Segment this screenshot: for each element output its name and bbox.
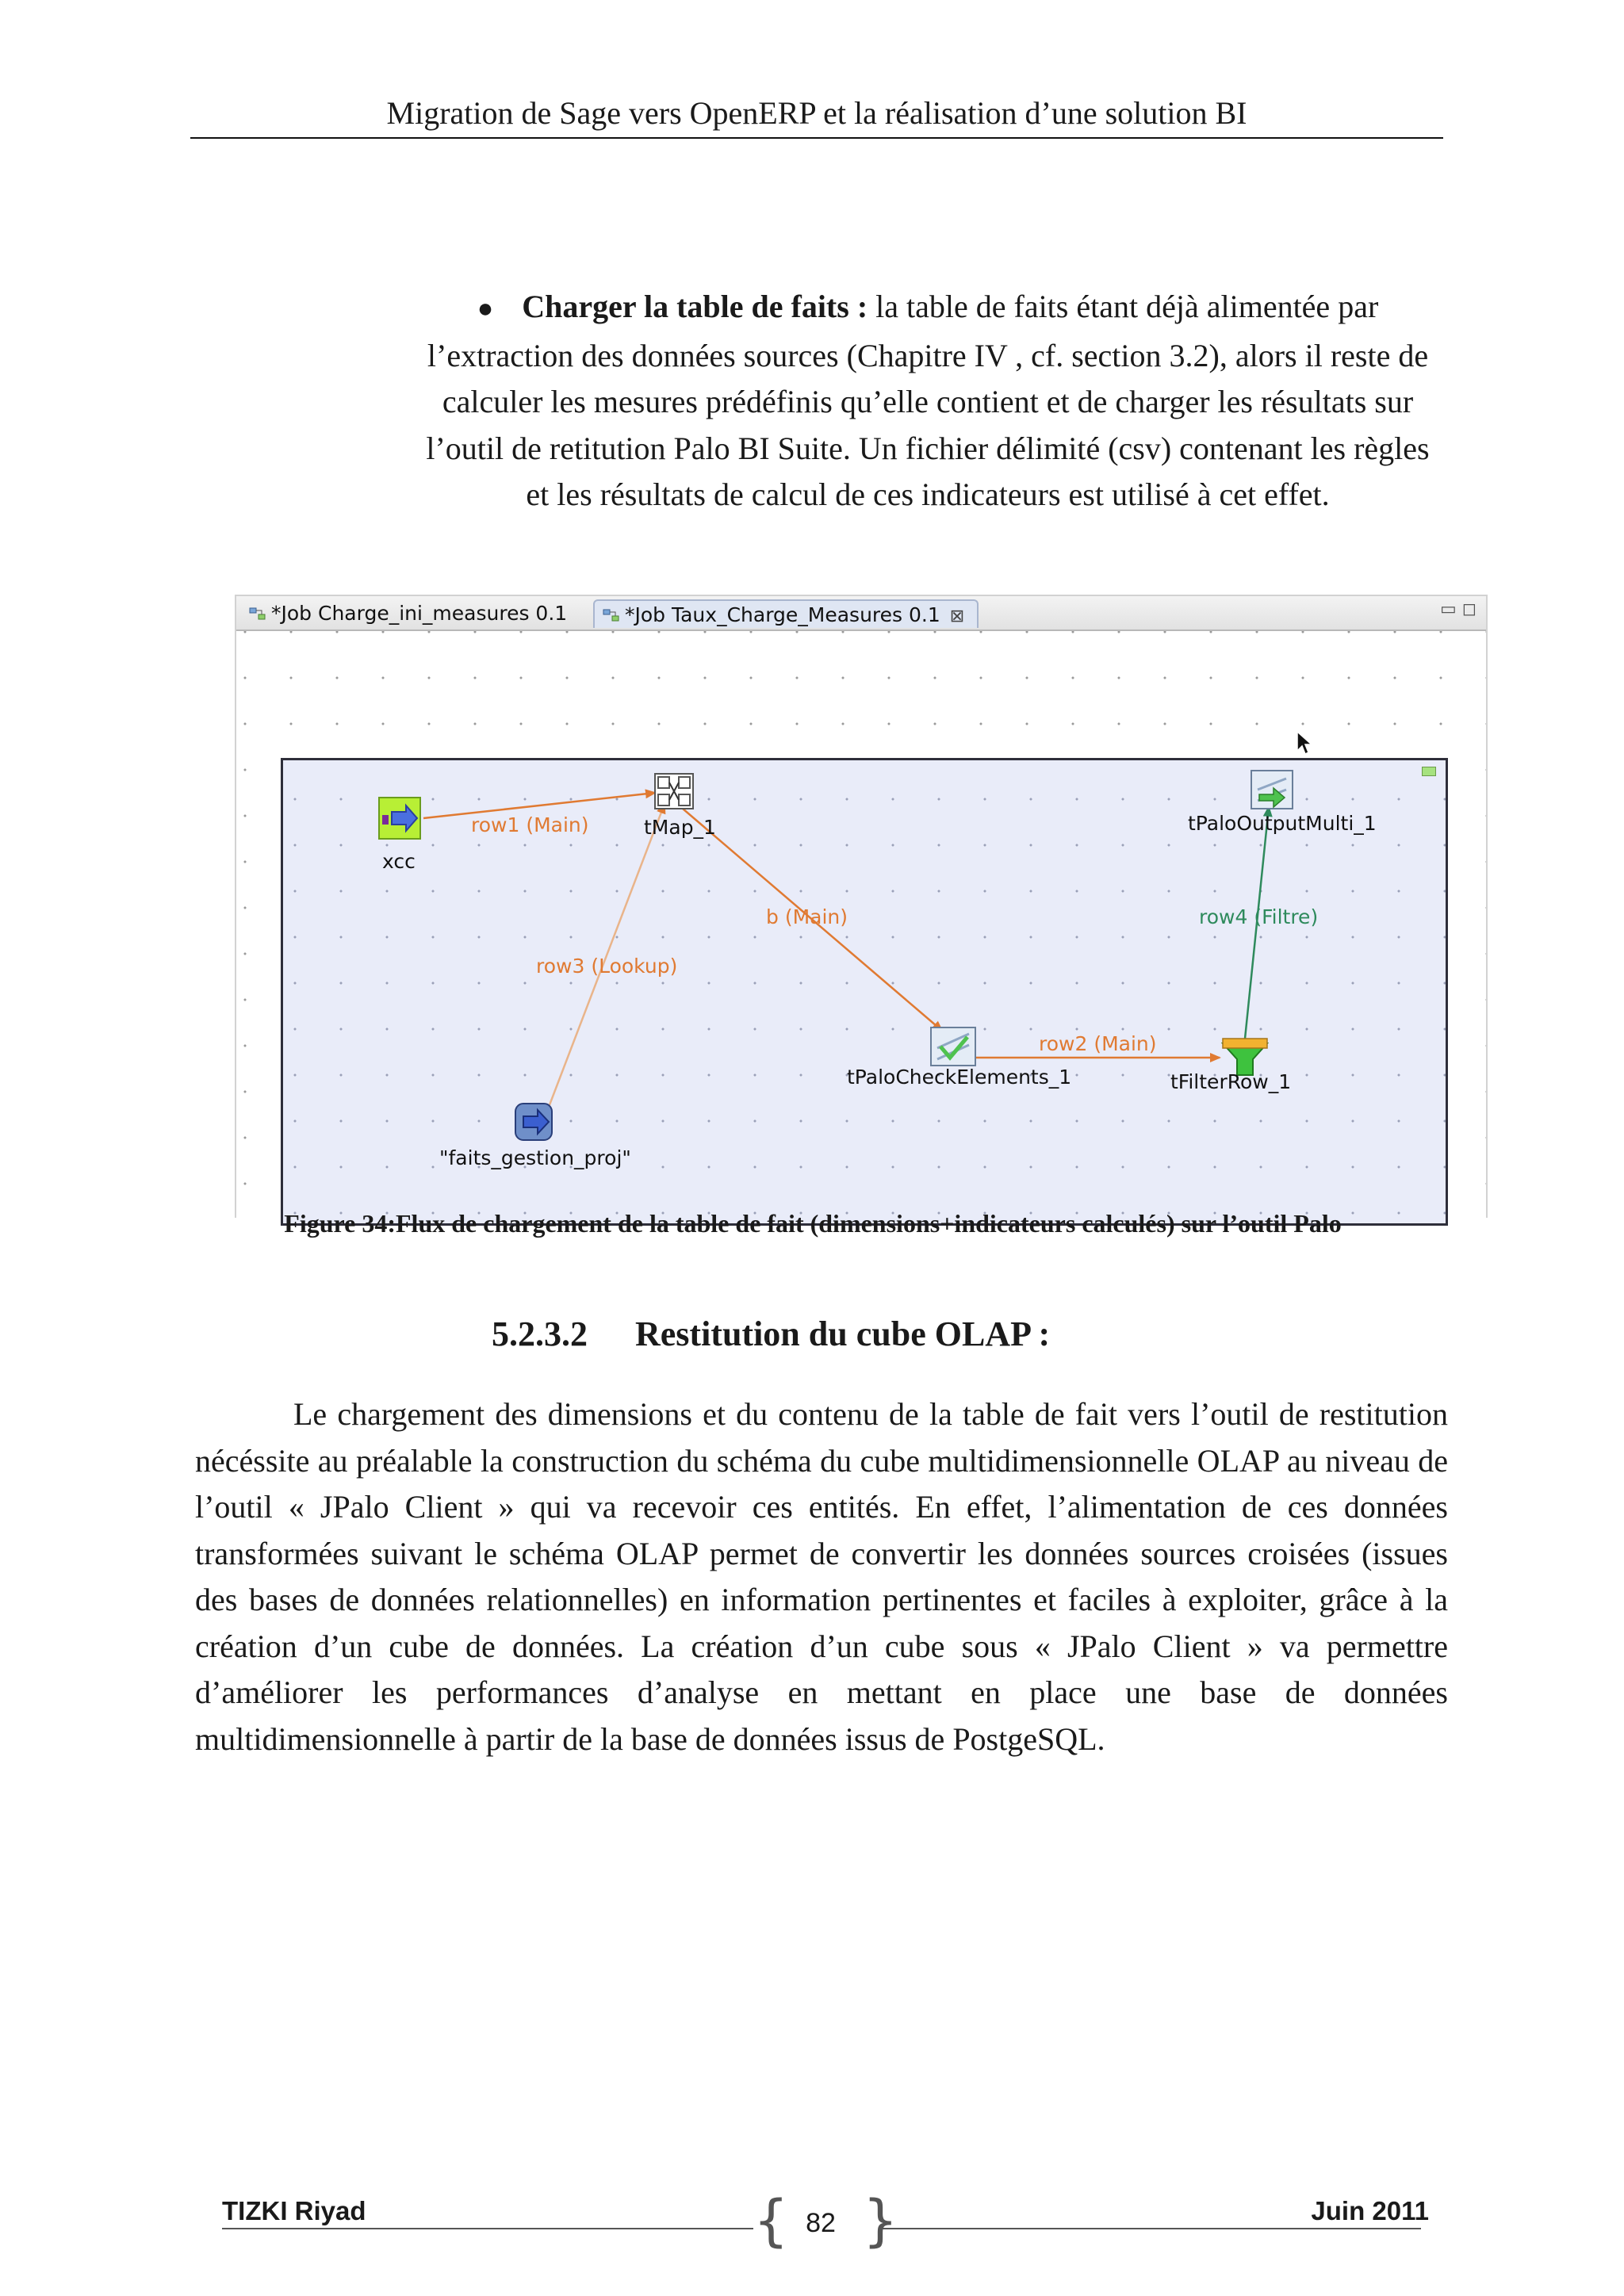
maximize-icon[interactable]: ◻ [1461,599,1477,619]
bullet-dot-icon: ● [477,294,494,323]
component-label-faits: "faits_gestion_proj" [439,1146,631,1169]
tab-label: *Job Charge_ini_measures 0.1 [271,602,568,625]
footer-rule-left [222,2228,753,2229]
editor-tabbar [236,596,1486,631]
section-heading [492,1312,1050,1357]
palo-output-component-icon[interactable] [1251,771,1293,809]
bullet-term: Charger la table de faits : [522,289,868,324]
bullet-item [412,284,1443,519]
link-label-row2: row2 (Main) [1039,1032,1157,1055]
figure-caption: Figure 34:Flux de chargement de la table de fait (dimensions+indicateurs calculés) sur l’outil Palo [284,1209,1342,1238]
tab-label: *Job Taux_Charge_Measures 0.1 [625,603,940,626]
link-label-row4: row4 (Filtre) [1199,905,1319,928]
window-controls [1440,599,1477,619]
footer-rule-right [880,2228,1421,2229]
page-number: 82 [806,2208,836,2238]
link-label-row3: row3 (Lookup) [536,955,678,978]
palo-check-component-icon[interactable] [931,1027,975,1066]
bullet-text: la table de faits étant déjà alimentée par l’extraction des données sources (Chapitre IV , cf. section 3.2), alors il reste de calculer les mesures prédéfinis qu’elle contient et de charger les résultats sur l’outil de retitution Palo BI Suite. Un fichier délimité (csv) contenant les règles et les résultats de calcul de ces indicateurs est utilisé à cet effet. [426,289,1430,512]
component-label-tmap: tMap_1 [644,816,716,839]
faits-input-component-icon[interactable] [515,1104,552,1140]
header-rule [190,137,1443,139]
right-brace-icon: } [863,2188,898,2253]
section-number: 5.2.3.2 [492,1314,588,1353]
component-label-xcc: xcc [382,850,416,873]
job-icon [249,602,266,618]
xcc-component-icon[interactable] [379,798,420,839]
footer-date: Juin 2011 [1311,2196,1429,2225]
talend-job-screenshot [235,595,1488,1218]
footer-author: TIZKI Riyad [222,2196,366,2225]
section-title: Restitution du cube OLAP : [635,1314,1051,1353]
minimize-icon[interactable]: ▭ [1439,599,1457,619]
job-icon [603,603,620,619]
tab-charge-ini-measures[interactable] [241,599,590,628]
link-label-row1: row1 (Main) [471,813,589,836]
tmap-component-icon[interactable] [655,774,693,809]
tab-taux-charge-measures[interactable] [593,599,979,628]
body-paragraph: Le chargement des dimensions et du contenu de la table de fait vers l’outil de restitution nécéssite au préalable la construction du schéma du cube multidimensionnelle OLAP au niveau de l’outil « JPalo Client » qui va recevoir ces entités. En effet, l’alimentation de ces données transformées suivant le schéma OLAP permet de convertir les données sources croisées (issues des bases de données relationnelles) en information pertinentes et faciles à exploiter, grâce à la création d’un cube de données. La création d’un cube sous « JPalo Client » va permettre d’améliorer les performances d’analyse en mettant en place une base de données multidimensionnelle à partir de la base de données issus de PostgeSQL. [195,1396,1448,1757]
component-label-palo-check: tPaloCheckElements_1 [847,1066,1072,1089]
left-brace-icon: { [753,2188,789,2253]
close-icon[interactable]: ⊠ [949,607,965,626]
component-label-palo-output: tPaloOutputMulti_1 [1188,812,1377,835]
link-label-b: b (Main) [766,905,848,928]
component-label-filter: tFilterRow_1 [1170,1070,1292,1093]
running-header: Migration de Sage vers OpenERP et la réalisation d’une solution BI [386,95,1247,131]
